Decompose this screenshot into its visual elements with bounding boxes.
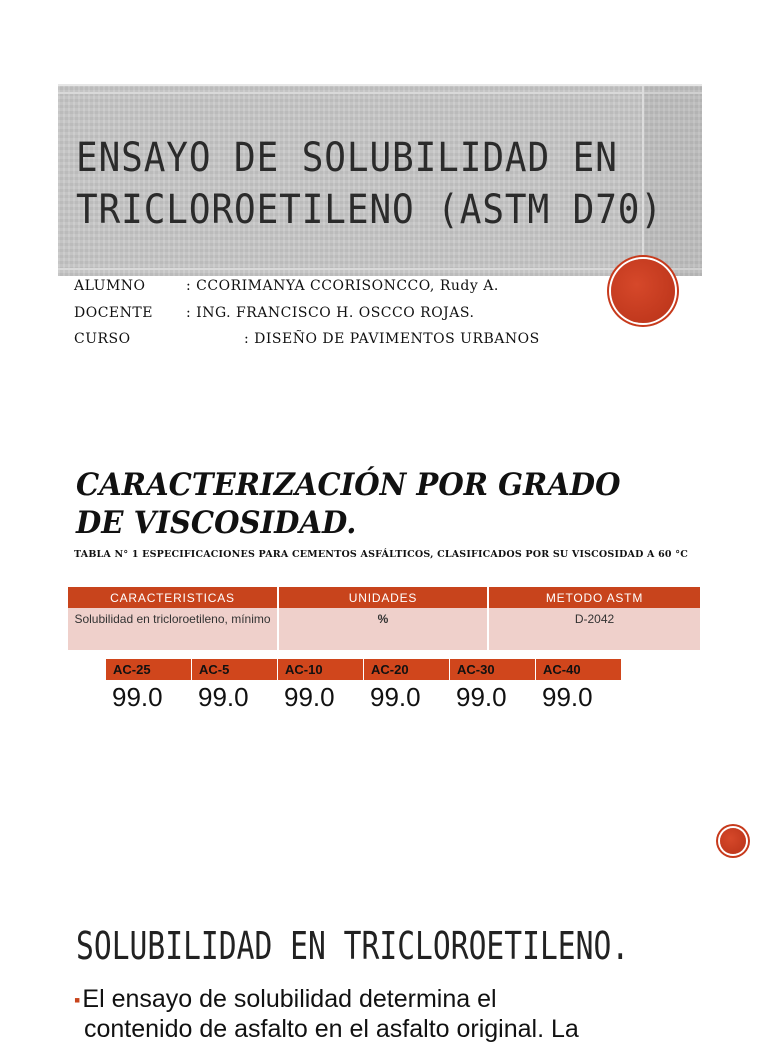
decorative-circle-small xyxy=(720,828,746,854)
grade-value: 99.0 xyxy=(112,682,163,712)
info-value: : CCORIMANYA CCORISONCCO, Rudy A. xyxy=(186,278,499,294)
table-caption: TABLA N° 1 ESPECIFICACIONES PARA CEMENTOS ASFÁLTICOS, CLASIFICADOS POR SU VISCOSIDAD A 60 °C xyxy=(74,549,688,560)
table-cell: % xyxy=(278,608,488,650)
table-header: METODO ASTM xyxy=(488,587,700,608)
grade-name: AC-30 xyxy=(450,659,535,680)
bullet-item-continuation: contenido de asfalto en el asfalto original. La xyxy=(84,1015,579,1043)
table-row xyxy=(68,608,700,650)
band-line-bottom xyxy=(58,268,702,270)
table-header: UNIDADES xyxy=(278,587,488,608)
grade-column xyxy=(106,659,191,714)
grade-column xyxy=(278,659,363,714)
section-title-viscosity: CARACTERIZACIÓN POR GRADO DE VISCOSIDAD. xyxy=(76,467,621,541)
table-header-row xyxy=(68,587,700,608)
bullet-text: El ensayo de solubilidad determina el xyxy=(82,985,497,1013)
grade-name: AC-10 xyxy=(278,659,363,680)
info-label: CURSO xyxy=(74,331,131,347)
info-label: DOCENTE xyxy=(74,305,153,321)
grade-name: AC-25 xyxy=(106,659,191,680)
table-cell: Solubilidad en tricloroetileno, mínimo xyxy=(68,608,278,650)
band-strip xyxy=(642,86,702,276)
title-line-2: TRICLOROETILENO (ASTM D70) xyxy=(76,187,663,233)
grade-name: AC-40 xyxy=(536,659,621,680)
section-title-solubility: SOLUBILIDAD EN TRICLOROETILENO. xyxy=(76,924,630,968)
grade-value: 99.0 xyxy=(370,682,421,712)
table-header: CARACTERISTICAS xyxy=(68,587,278,608)
info-label: ALUMNO xyxy=(74,278,146,294)
info-value: : ING. FRANCISCO H. OSCCO ROJAS. xyxy=(186,305,475,321)
grade-column xyxy=(536,659,621,714)
grade-value: 99.0 xyxy=(542,682,593,712)
decorative-circle-large xyxy=(611,259,675,323)
bullet-marker-icon: ▪ xyxy=(74,990,81,1011)
info-value: : DISEÑO DE PAVIMENTOS URBANOS xyxy=(244,331,540,347)
grade-value: 99.0 xyxy=(456,682,507,712)
specification-table xyxy=(68,587,700,650)
grade-value: 99.0 xyxy=(198,682,249,712)
grade-column xyxy=(364,659,449,714)
grade-column xyxy=(450,659,535,714)
grade-value: 99.0 xyxy=(284,682,335,712)
grade-name: AC-20 xyxy=(364,659,449,680)
grade-name: AC-5 xyxy=(192,659,277,680)
table-cell: D-2042 xyxy=(488,608,700,650)
grade-column xyxy=(192,659,277,714)
title-line-1: ENSAYO DE SOLUBILIDAD EN xyxy=(76,135,618,181)
page-title xyxy=(76,132,663,236)
band-line-top xyxy=(58,92,702,94)
